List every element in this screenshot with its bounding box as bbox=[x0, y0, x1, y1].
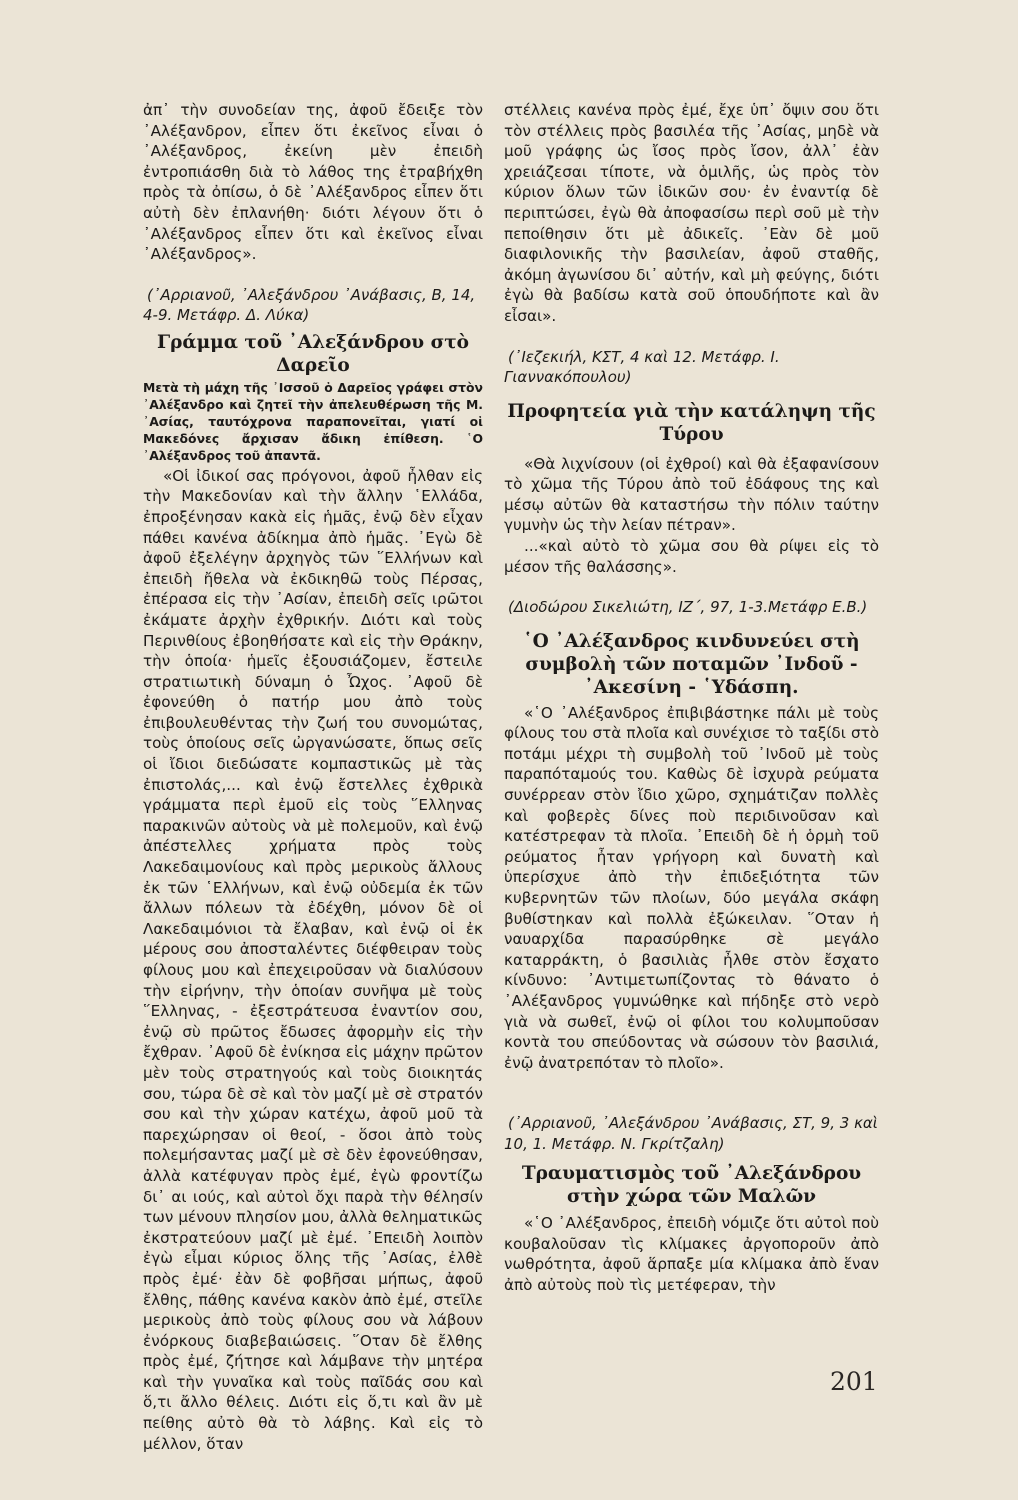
right-column bbox=[504, 100, 879, 1296]
letter-intro-summary: Μετὰ τὴ μάχη τῆς ᾿Ισσοῦ ὁ Δαρεῖος γράφει στὸν ᾿Αλέξανδρο καὶ ζητεῖ τὴν ἀπελευθέρωση τῆς Μ. ᾿Ασίας, ταυτόχρονα παραπονεῖται, γιατί οἱ Μακεδόνες ἄρχισαν ἄδικη ἐπίθεση. ῾Ο ᾿Αλέξανδρος τοῦ ἀπαντᾶ. bbox=[143, 379, 483, 463]
tyre-prophecy-text-2: ...«καὶ αὐτὸ τὸ χῶμα σου θὰ ρίψει εἰς τὸ μέσον τῆς θαλάσσης». bbox=[504, 536, 879, 576]
tyre-prophecy-text: «Θὰ λιχνίσουν (οἱ ἐχθροί) καὶ θὰ ἐξαφανίσουν τὸ χῶμα τῆς Τύρου ἀπὸ τοῦ ἐδάφους της καὶ μέσῳ αὐτῶν θὰ καταστήσω τὴν πόλιν ταύτην γυμνὴν ὡς τὴν λείαν πέτραν». bbox=[504, 454, 879, 535]
river-confluence-text: «῾Ο ᾿Αλέξανδρος ἐπιβιβάστηκε πάλι μὲ τοὺς φίλους του στὰ πλοῖα καὶ συνέχισε τὸ ταξίδι στὸ ποτάμι μέχρι τὴ συμβολὴ τοῦ ᾿Ινδοῦ μὲ τοὺς παραπόταμούς του. Καθὼς δὲ ἰσχυρὰ ρεύματα συνέρρεαν στὸν ἴδιο χῶρο, σχημάτιζαν πολλὲς καὶ φοβερὲς δίνες ποὺ περιδινοῦσαν καὶ κατέστρεφαν τὰ πλοῖα. ᾿Επειδὴ δὲ ἡ ὁρμὴ τοῦ ρεύματος ἦταν γρήγορη καὶ δυνατὴ καὶ ὑπερίσχυε ἀπὸ τὴν ἐπιδεξιότητα τῶν κυβερνητῶν τῶν πλοίων, δύο μεγάλα σκάφη βυθίστηκαν καὶ πολλὰ ἐξώκειλαν. ῞Οταν ἡ ναυαρχίδα παρασύρθηκε σὲ μεγάλο καταρράκτη, ὁ βασιλιὰς ἦλθε στὸν ἔσχατο κίνδυνο: ᾿Αντιμετωπίζοντας τὸ θάνατο ὁ ᾿Αλέξανδρος γυμνώθηκε καὶ πήδηξε στὸ νερὸ γιὰ νὰ σωθεῖ, ἐνῷ οἱ φίλοι του κολυμποῦσαν κοντὰ του σπεύδοντας νὰ σώσουν τὸν βασιλιά, ἐνῷ ἀνατρεπόταν τὸ πλοῖο». bbox=[504, 703, 879, 1072]
citation-diodorus: (Διοδώρου Σικελιώτη, ΙΖ΄, 97, 1-3.Μετάφρ Ε.Β.) bbox=[508, 598, 868, 617]
letter-to-darius-text: «Οἱ ἰδικοί σας πρόγονοι, ἀφοῦ ἦλθαν εἰς τὴν Μακεδονίαν καὶ τὴν ἄλλην ῾Ελλάδα, ἐπροξένησαν κακὰ εἰς ἡμᾶς, ἐνῷ δὲν εἶχαν πάθει κανένα ἀδίκημα ἀπὸ ἡμᾶς. ᾿Εγὼ δὲ ἀφοῦ ἐξελέγην ἀρχηγὸς τῶν ῞Ελλήνων καὶ ἐπειδὴ ἤθελα νὰ ἐκδικηθῶ τοὺς Πέρσας, ἐπέρασα εἰς τὴν ᾿Ασίαν, ἐπειδὴ σεῖς ιρῶτοι ἐκάματε ἀρχὴν ἐχθρικήν. Διότι καὶ τοὺς Περινθίους ἐβοηθήσατε καὶ εἰς τὴν Θράκην, τὴν ὁποία· ἡμεῖς ἐξουσιάζομεν, ἔστειλε στρατιωτικὴ δύναμη ὁ Ὦχος. ᾿Αφοῦ δὲ ἐφονεύθη ὁ πατήρ μου ἀπὸ τοὺς ἐπιβουλευθέντας τὴν ζωή του συνομώτας, τοὺς ὁποίους σεῖς ὠργανώσατε, ὅπως σεῖς οἱ ἴδιοι διεδώσατε κομπαστικῶς μὲ τὰς ἐπιστολάς,... καὶ ἐνῷ ἔστελλες ἐχθρικὰ γράμματα περὶ ἐμοῦ εἰς τοὺς ῞Ελληνας παρακινῶν αὐτοὺς νὰ μὲ πολεμοῦν, καὶ ἐνῷ ἀπέστελλες χρήματα πρὸς τοὺς Λακεδαιμονίους καὶ πρὸς μερικοὺς ἄλλους ἐκ τῶν ῾Ελλήνων, καὶ ἐνῷ οὐδεμία ἐκ τῶν ἄλλων πόλεων τὰ ἐδέχθη, μόνον δὲ οἱ Λακεδαιμόνιοι τὰ ἔλαβαν, καὶ ἐνῷ οἱ ἐκ μέρους σου ἀποσταλέντες διέφθειραν τοὺς φίλους μου καὶ ἐπεχειροῦσαν νὰ διαλύσουν τὴν εἰρήνην, τὴν ὁποίαν συνῆψα μὲ τοὺς ῞Ελληνας, - ἐξεστράτευσα ἐναντίον σου, ἐνῷ σὺ πρῶτος ἔδωσες ἀφορμὴν εἰς τὴν ἔχθραν. ᾿Αφοῦ δὲ ἐνίκησα εἰς μάχην πρῶτον μὲν τοὺς στρατηγούς καὶ τοὺς διοικητάς σου, τώρα δὲ σὲ καὶ τὸν μαζί μὲ σὲ στρατόν σου καὶ τὴν χώραν κατέχω, ἀφοῦ μοῦ τὰ παρεχώρησαν οἱ θεοί, - ὅσοι ἀπὸ τοὺς πολεμήσαντας μαζί μὲ σὲ δὲν ἐφονεύθησαν, ἀλλὰ κατέφυγαν πρὸς ἐμέ, ἐγὼ φροντίζω δι᾿ αι ιούς, καὶ αὐτοὶ ὄχι παρὰ τὴν θέλησίν των μένουν πλησίον μου, ἀλλὰ θεληματικῶς ἐκστρατεύουν μαζί μὲ ἐμέ. ᾿Επειδὴ λοιπὸν ἐγὼ εἶμαι κύριος ὅλης τῆς ᾿Ασίας, ἐλθὲ πρὸς ἐμέ· ἐὰν δὲ φοβῆσαι μήπως, ἀφοῦ ἔλθης, πάθης κανένα κακὸν ἀπὸ ἐμέ, στεῖλε μερικοὺς ἀπὸ τοὺς φίλους σου νὰ λάβουν ἐνόρκους διαβεβαιώσεις. ῞Οταν δὲ ἔλθης πρὸς ἐμέ, ζήτησε καὶ λάμβανε τὴν μητέρα καὶ τὴν γυναῖκα καὶ τοὺς παῖδάς σου καὶ ὅ,τι ἄλλο θέλεις. Διότι εἰς ὅ,τι καὶ ἂν μὲ πείθης αὐτὸ θὰ τὸ λάβης. Καὶ εἰς τὸ μέλλον, ὅταν bbox=[143, 466, 483, 1453]
heading-letter-to-darius: Γράμμα τοῦ ᾿Αλεξάνδρου στὸ Δαρεῖο bbox=[156, 331, 470, 376]
page-number: 201 bbox=[830, 1367, 878, 1396]
citation-arrian-st: (᾿Αρριανοῦ, ᾿Αλεξάνδρου ᾿Ανάβασις, ΣΤ, 9, 3 καὶ 10, 1. Μετάφρ. Ν. Γκρίτζαλη) bbox=[504, 1114, 878, 1153]
right-paragraph-1: στέλλεις κανένα πρὸς ἐμέ, ἔχε ὑπ᾿ ὄψιν σου ὅτι τὸν στέλλεις πρὸς βασιλέα τῆς ᾿Ασίας, μηδὲ νὰ μοῦ γράφης ὡς ἴσος πρὸς ἴσον, ἀλλ᾿ ἐὰν χρειάζεσαι τίποτε, νὰ ὁμιλῆς, ὡς πρὸς τὸν κύριον ὅλων τῶν ἰδικῶν σου· ἐν ἐναντίᾳ δὲ περιπτώσει, ἐγὼ θὰ ἀποφασίσω περὶ σοῦ μὲ τὴν πεποίθησιν ὅτι μὲ ἀδικεῖς. ᾿Εὰν δὲ μοῦ διαφιλονικῆς τὴν βασιλείαν, ἀφοῦ σταθῆς, ἀκόμη ἀγωνίσου δι᾿ αὐτήν, καὶ μὴ φεύγης, διότι ἐγὼ θὰ βαδίσω κατὰ σοῦ ὁπουδήποτε καὶ ἂν εἶσαι». bbox=[504, 101, 879, 325]
heading-river-confluence: ῾Ο ᾿Αλέξανδρος κινδυνεύει στὴ συμβολὴ τῶν ποταμῶν ᾿Ινδοῦ - ᾿Ακεσίνη - ῾Υδάσπη. bbox=[523, 630, 860, 698]
left-column bbox=[143, 100, 483, 1454]
citation-ezekiel: (᾿Ιεζεκιήλ, ΚΣΤ, 4 καὶ 12. Μετάφρ. Ι. Γιαννακόπουλου) bbox=[504, 347, 780, 387]
heading-malli-wound: Τραυματισμὸς τοῦ ᾿Αλεξάνδρου στὴν χώρα τῶν Μαλῶν bbox=[521, 1163, 862, 1208]
citation-arrian-b: (᾿Αρριανοῦ, ᾿Αλεξάνδρου ᾿Ανάβασις, Β, 14, 4-9. Μετάφρ. Δ. Λύκα) bbox=[143, 285, 476, 325]
left-paragraph-1: ἀπ᾿ τὴν συνοδείαν της, ἀφοῦ ἔδειξε τὸν ᾿Αλέξανδρον, εἶπεν ὅτι ἐκεῖνος εἶναι ὁ ᾿Αλέξανδρος, ἐκείνη μὲν ἐπειδὴ ἐντροπιάσθη διὰ τὸ λάθος της ἐτραβήχθη πρὸς τὰ ὀπίσω, ὁ δὲ ᾿Αλέξανδρος εἶπεν ὅτι αὐτὴ δὲν ἐπλανήθη· διότι λέγουν ὅτι ὁ ᾿Αλέξανδρος εἶπεν ὅτι καὶ ἐκεῖνος εἶναι ᾿Αλέξανδρος». bbox=[143, 101, 483, 264]
malli-wound-text: «῾Ο ᾿Αλέξανδρος, ἐπειδὴ νόμιζε ὅτι αὐτοὶ ποὺ κουβαλοῦσαν τὶς κλίμακες ἀργοποροῦν ἀπὸ νωθρότητα, ἀφοῦ ἅρπαξε μία κλίμακα ἀπὸ ἕναν ἀπὸ αὐτοὺς ποὺ τὶς μετέφεραν, τὴν bbox=[504, 1214, 879, 1295]
heading-tyre-prophecy: Προφητεία γιὰ τὴν κατάληψη τῆς Τύρου bbox=[507, 400, 876, 445]
